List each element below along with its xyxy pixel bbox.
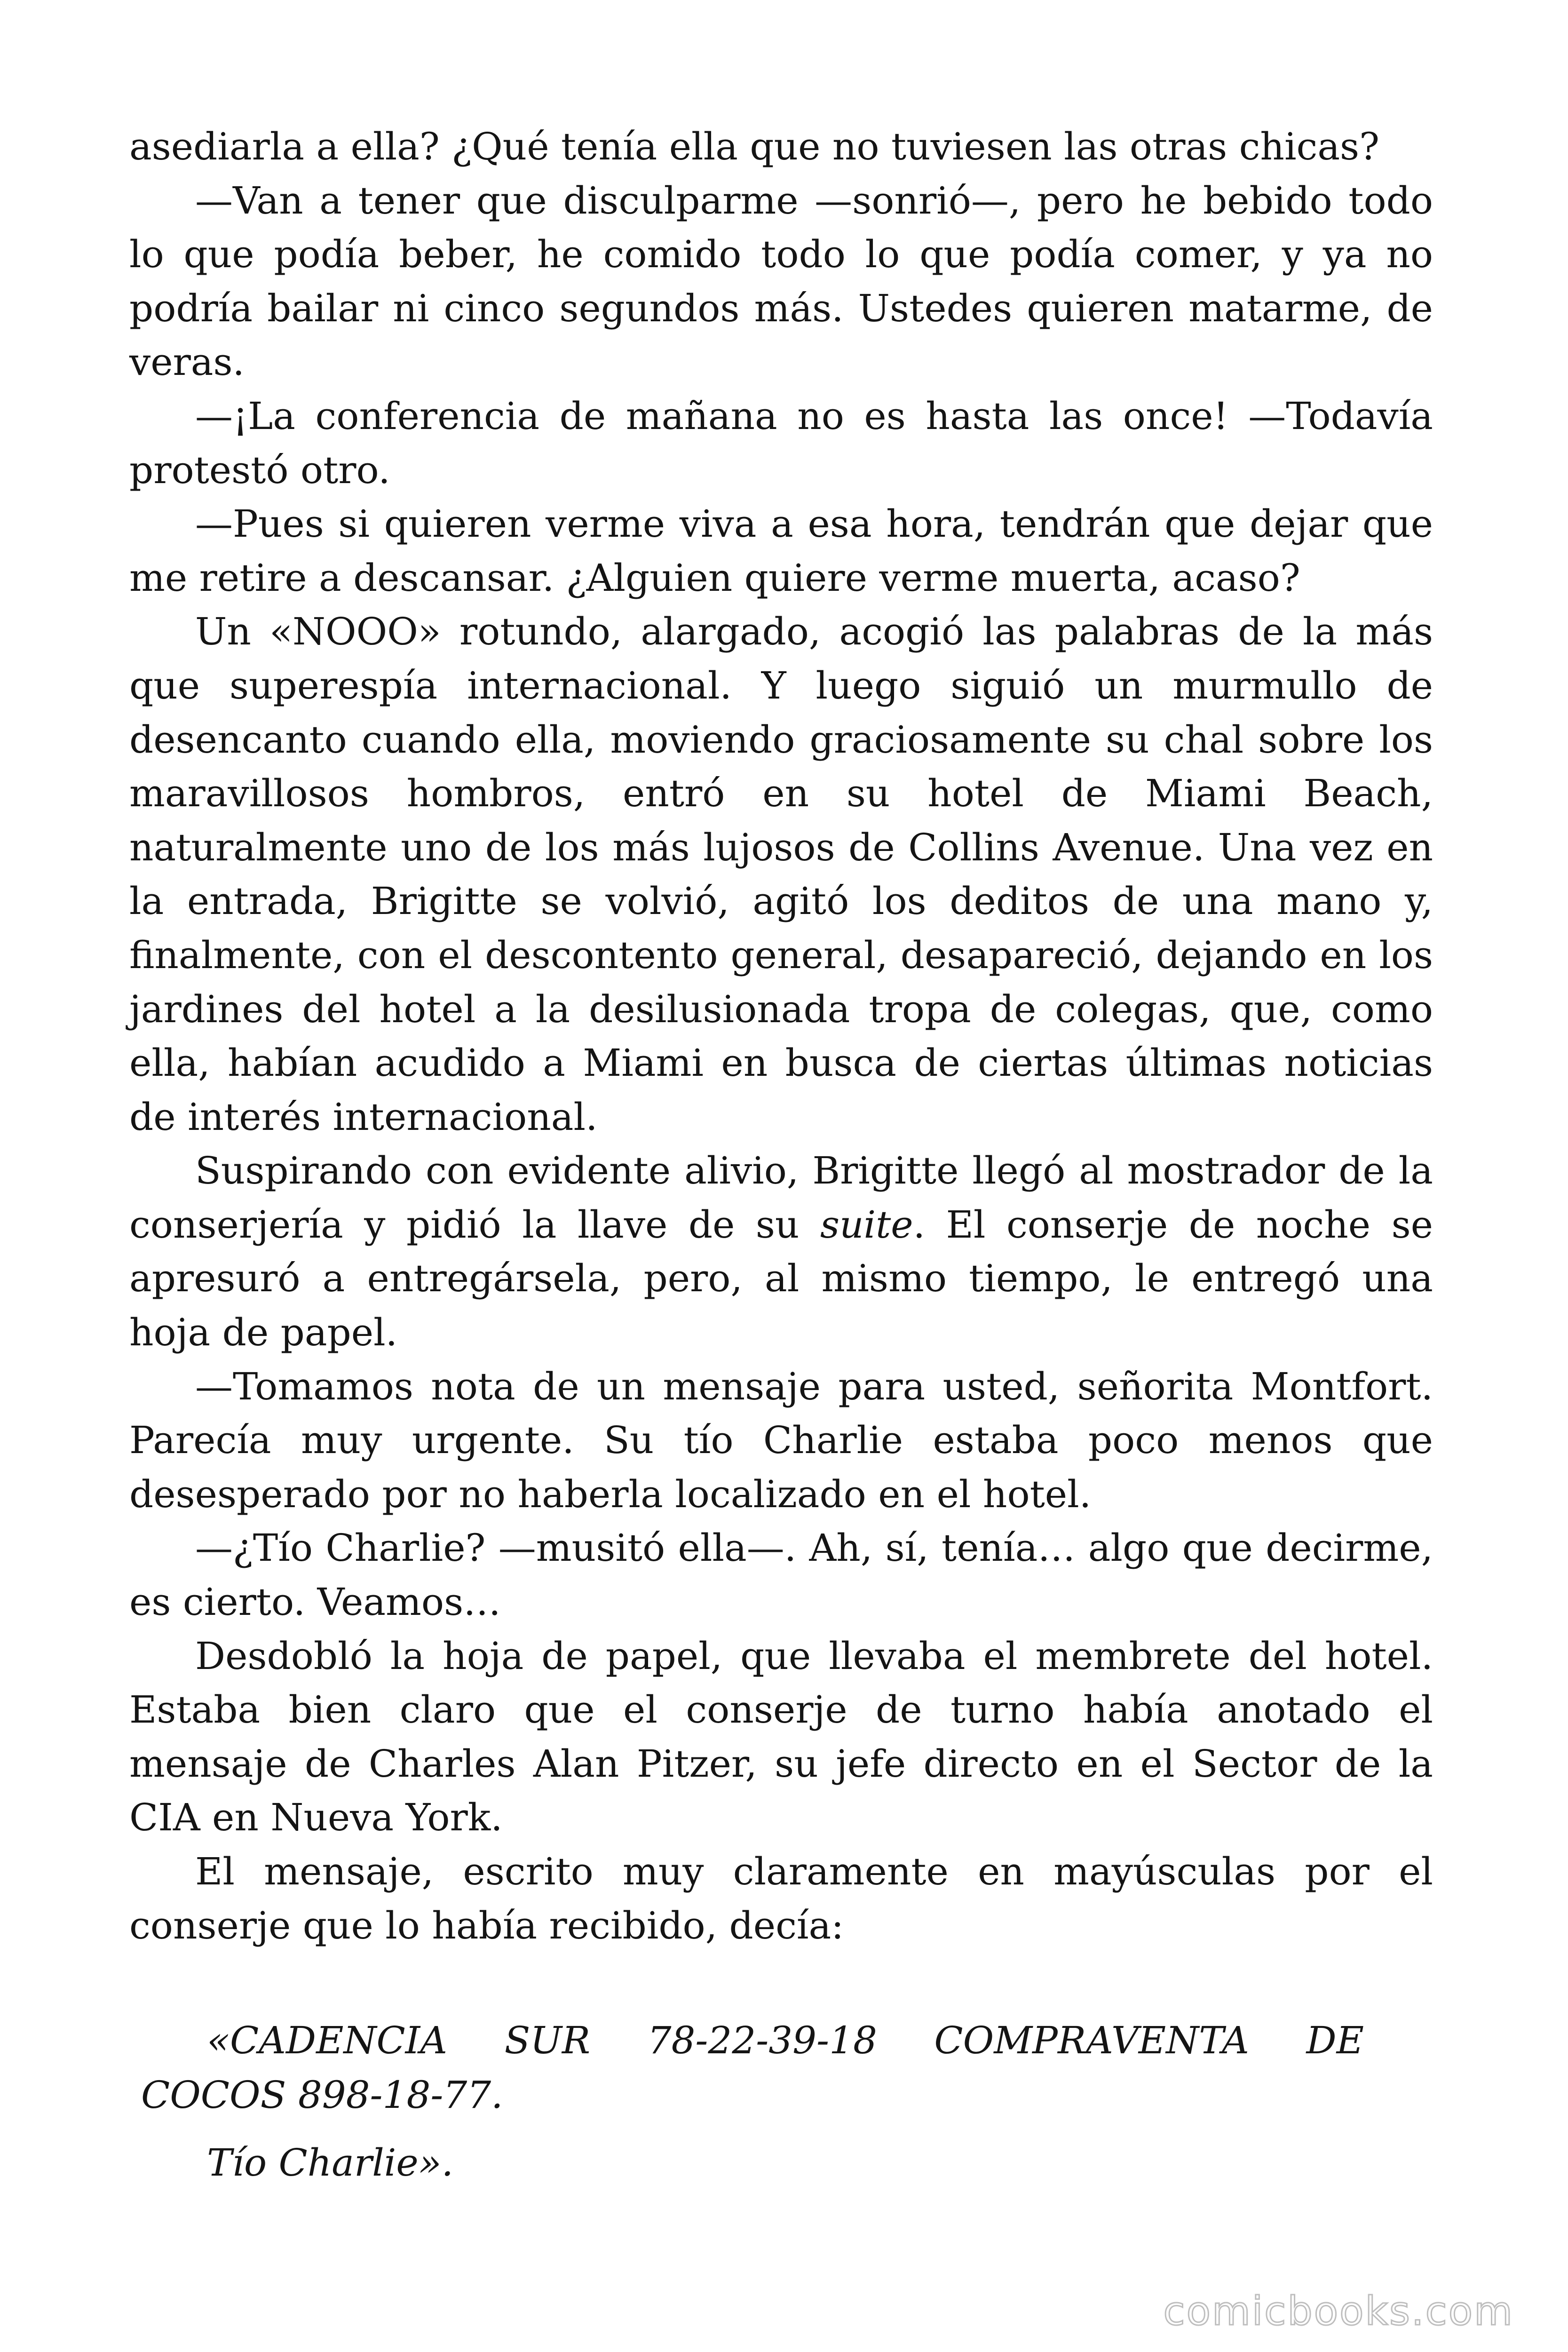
message-word: «CADENCIA <box>207 2018 448 2062</box>
paragraph: —Tomamos nota de un mensaje para usted, señorita Montfort. Parecía muy urgente. Su tío Charlie estaba poco menos que desesperado por no haberla localizado en el hotel. <box>129 1364 1433 1516</box>
paragraph: —Van a tener que disculparme —sonrió—, pero he bebido todo lo que podía beber, he comido todo lo que podía comer, y ya no podría bailar ni cinco segundos más. Ustedes quieren matarme, de veras. <box>129 178 1433 384</box>
message-signature: Tío Charlie». <box>207 2141 454 2185</box>
paragraph: —¡La conferencia de mañana no es hasta las once! —Todavía protestó otro. <box>129 394 1433 492</box>
paragraph: asediarla a ella? ¿Qué tenía ella que no tuviesen las otras chicas? <box>129 125 1379 168</box>
body-text <box>129 120 1433 1953</box>
text-run: Suspirando con evidente alivio, Brigitte llegó al mostrador de la conserjería y pidió la llave de su <box>129 1149 1433 1247</box>
quoted-message <box>141 2013 1364 2190</box>
paragraph: Un «NOOO» rotundo, alargado, acogió las palabras de la más que superespía internacional. Y luego siguió un murmullo de desencanto cuando ella, moviendo graciosamente su chal sobre los maravillosos hombros, entró en su hotel de Miami Beach, naturalmente uno de los más lujosos de Collins Avenue. Una vez en la entrada, Brigitte se volvió, agitó los deditos de una mano y, finalmente, con el descontento general, desapareció, dejando en los jardines del hotel a la desilusionada tropa de colegas, que, como ella, habían acudido a Miami en busca de ciertas últimas noticias de interés internacional. <box>129 610 1433 1139</box>
message-line-2: COCOS 898-18-77. <box>141 2073 503 2117</box>
message-word: SUR <box>504 2018 591 2062</box>
message-word: COMPRAVENTA <box>934 2018 1249 2062</box>
paragraph: Desdobló la hoja de papel, que llevaba el membrete del hotel. Estaba bien claro que el conserje de turno había anotado el mensaje de Charles Alan Pitzer, su jefe directo en el Sector de la CIA en Nueva York. <box>129 1634 1433 1840</box>
paragraph: —Pues si quieren verme viva a esa hora, tendrán que dejar que me retire a descansar. ¿Alguien quiere verme muerta, acaso? <box>129 502 1433 600</box>
message-word: DE <box>1306 2018 1364 2062</box>
watermark-text: comicbooks.com <box>1163 2288 1514 2334</box>
text-run: . El conserje de noche se apresuró a entregársela, pero, al mismo tiempo, le entregó una hoja de papel. <box>129 1202 1433 1355</box>
message-word: 78-22-39-18 <box>647 2018 877 2062</box>
italic-word: suite <box>820 1202 913 1247</box>
paragraph <box>129 1144 1433 1359</box>
message-line-1 <box>207 2013 1364 2068</box>
paragraph: —¿Tío Charlie? —musitó ella—. Ah, sí, tenía… algo que decirme, es cierto. Veamos… <box>129 1526 1433 1624</box>
paragraph: El mensaje, escrito muy claramente en mayúsculas por el conserje que lo había recibido, decía: <box>129 1850 1433 1947</box>
